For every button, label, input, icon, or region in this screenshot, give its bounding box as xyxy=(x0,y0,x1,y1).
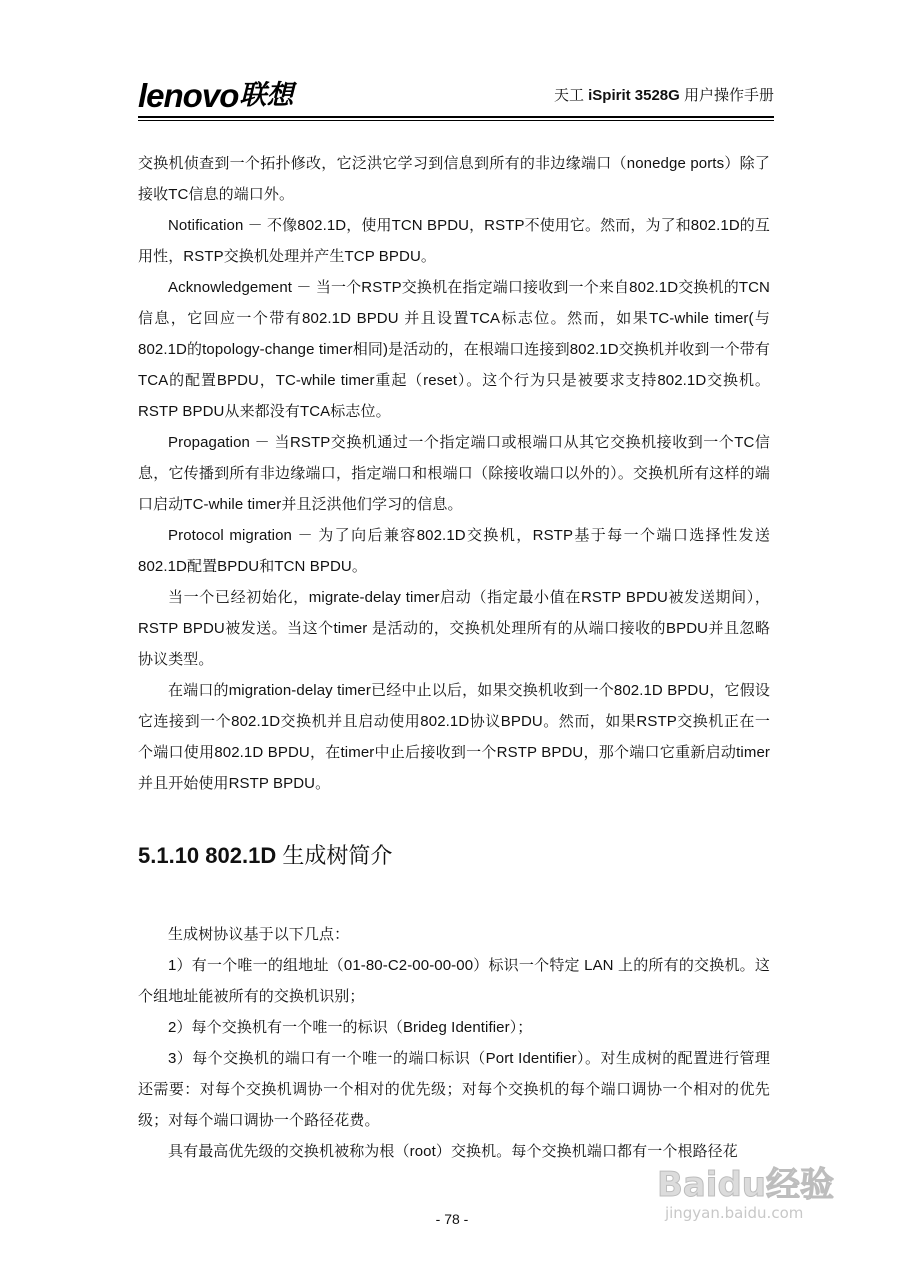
logo-latin-text: lenovo xyxy=(138,77,239,114)
paragraph-port-identifier: 3）每个交换机的端口有一个唯一的端口标识（Port Identifier）。对生成树的配置进行管理还需要：对每个交换机调协一个相对的优先级；对每个交换机的每个端口调协一个相对的优先级；对每个端口调协一个路径花费。 xyxy=(138,1050,770,1129)
watermark-url: jingyan.baidu.com xyxy=(664,1204,804,1222)
paragraph-notification: Notification － 不像802.1D，使用TCN BPDU，RSTP不使用它。然而，为了和802.1D的互用性，RSTP交换机处理并产生TCP BPDU。 xyxy=(138,217,770,265)
paragraph-group-address: 1）有一个唯一的组地址（01-80-C2-00-00-00）标识一个特定 LAN 上的所有的交换机。这个组地址能被所有的交换机识别； xyxy=(138,957,770,1005)
page-header xyxy=(138,70,774,114)
paragraph-propagation: Propagation － 当RSTP交换机通过一个指定端口或根端口从其它交换机接收到一个TC信息，它传播到所有非边缘端口，指定端口和根端口（除接收端口以外的）。交换机所有这样的端口启动TC-while timer并且泛洪他们学习的信息。 xyxy=(138,434,770,513)
manual-title-prefix: 天工 xyxy=(553,87,589,104)
section-heading xyxy=(138,839,770,873)
paragraph-stp-basis: 生成树协议基于以下几点： xyxy=(168,926,350,943)
paragraph-protocol-migration: Protocol migration － 为了向后兼容802.1D交换机，RSTP基于每一个端口选择性发送802.1D配置BPDU和TCN BPDU。 xyxy=(138,527,770,575)
manual-title-suffix: 用户操作手册 xyxy=(679,87,774,104)
header-rule-thin xyxy=(138,120,774,121)
paragraph-migrate-delay: 当一个已经初始化，migrate-delay timer启动（指定最小值在RSTP BPDU被发送期间），RSTP BPDU被发送。当这个timer 是活动的，交换机处理所有的从端口接收的BPDU并且忽略协议类型。 xyxy=(138,589,770,668)
manual-title-product: iSpirit 3528G xyxy=(588,87,680,104)
page-content xyxy=(138,148,770,1167)
paragraph-root-switch: 具有最高优先级的交换机被称为根（root）交换机。每个交换机端口都有一个根路径花 xyxy=(168,1143,738,1160)
paragraph-migration-delay-expired: 在端口的migration-delay timer已经中止以后，如果交换机收到一个802.1D BPDU，它假设它连接到一个802.1D交换机并且启动使用802.1D协议BPDU。然而，如果RSTP交换机正在一个端口使用802.1D BPDU，在timer中止后接收到一个RSTP BPDU，那个端口它重新启动timer并且开始使用RSTP BPDU。 xyxy=(138,682,770,792)
page-number: - 78 - xyxy=(435,1211,469,1227)
section-title: 生成树简介 xyxy=(282,843,393,868)
baidu-watermark xyxy=(657,1166,834,1222)
watermark-brand: Baidu经验 xyxy=(656,1165,834,1205)
paragraph-bridge-identifier: 2）每个交换机有一个唯一的标识（Brideg Identifier）； xyxy=(168,1019,533,1036)
lenovo-logo xyxy=(138,74,293,114)
paragraph-topology-change: 交换机侦查到一个拓扑修改，它泛洪它学习到信息到所有的非边缘端口（nonedge ports）除了接收TC信息的端口外。 xyxy=(138,155,770,203)
logo-cjk-text: 联想 xyxy=(239,80,294,111)
manual-title xyxy=(554,86,774,106)
header-rule-thick xyxy=(138,116,774,118)
section-number: 5.1.10 802.1D xyxy=(138,843,283,868)
paragraph-acknowledgement: Acknowledgement － 当一个RSTP交换机在指定端口接收到一个来自802.1D交换机的TCN信息，它回应一个带有802.1D BPDU 并且设置TCA标志位。然而，如果TC-while timer(与802.1D的topology-change timer相同)是活动的，在根端口连接到802.1D交换机并收到一个带有TCA的配置BPDU，TC-while timer重起（reset）。这个行为只是被要求支持802.1D交换机。RSTP BPDU从来都没有TCA标志位。 xyxy=(138,279,770,420)
